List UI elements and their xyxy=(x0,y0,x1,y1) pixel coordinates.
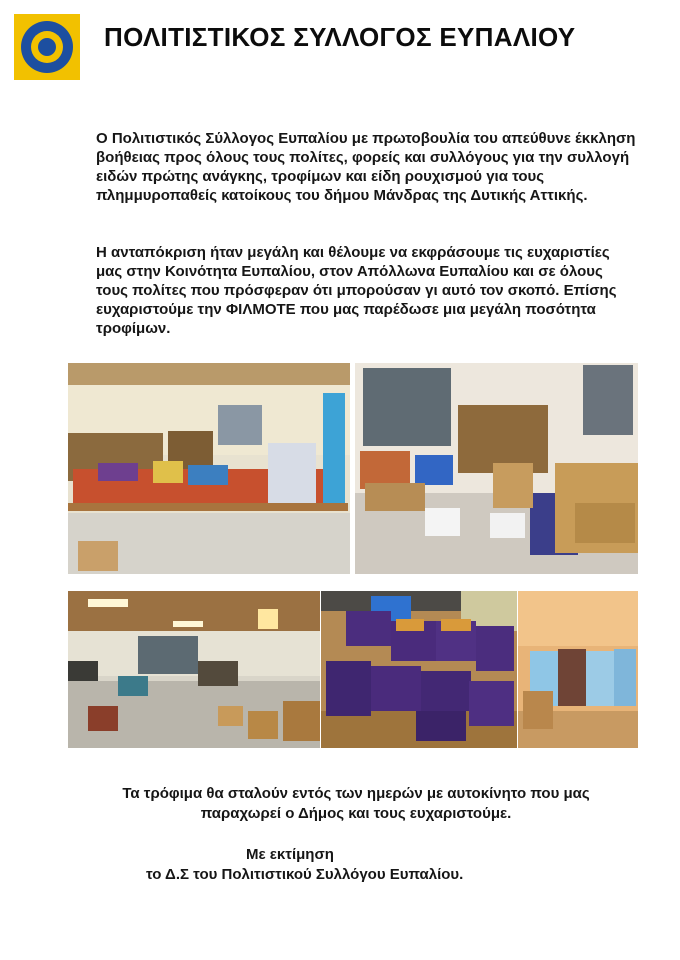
association-seal-icon xyxy=(21,21,73,73)
photo-water-bottles xyxy=(518,591,638,748)
photo-hall-tables-donations xyxy=(68,363,350,574)
intro-paragraph: Ο Πολιτιστικός Σύλλογος Ευπαλίου με πρωτοβουλία του απεύθυνε έκκληση βοήθειας προς όλους τους πολίτες, φορείς και συλλόγους για την συλλογή ειδών πρώτης ανάγκης, τροφίμων και είδη ρουχισμού για τους πλημμυροπαθείς κατοίκους του δήμου Μάνδρας της Δυτικής Αττικής. xyxy=(96,130,636,204)
thanks-paragraph: Η ανταπόκριση ήταν μεγάλη και θέλουμε να εκφράσουμε τις ευχαριστίες μας στην Κοινότητα Ευπαλίου, στον Απόλλωνα Ευπαλίου και σε όλους τους πολίτες που πρόσφεραν ότι μπορούσαν γι αυτό τον σκοπό. Επίσης ευχαριστούμε την ΦΙΛΜΟΤΕ που μας παρέδωσε μια μεγάλη ποσότητα τροφίμων. xyxy=(96,244,617,337)
association-logo xyxy=(14,14,80,80)
photo-purple-boxes xyxy=(321,591,517,748)
page-title: ΠΟΛΙΤΙΣΤΙΚΟΣ ΣΥΛΛΟΓΟΣ ΕΥΠΑΛΙΟΥ xyxy=(104,22,576,52)
photo-hall-wide-view xyxy=(68,591,320,748)
photo-hall-bags-boxes xyxy=(355,363,638,574)
signature-greeting: Με εκτίμηση xyxy=(246,846,334,863)
signature-board: το Δ.Σ του Πολιτιστικού Συλλόγου Ευπαλίου. xyxy=(146,866,464,883)
closing-paragraph: Τα τρόφιμα θα σταλούν εντός των ημερών με αυτοκίνητο που μας παραχωρεί ο Δήμος και τους ευχαριστούμε. xyxy=(122,785,590,822)
